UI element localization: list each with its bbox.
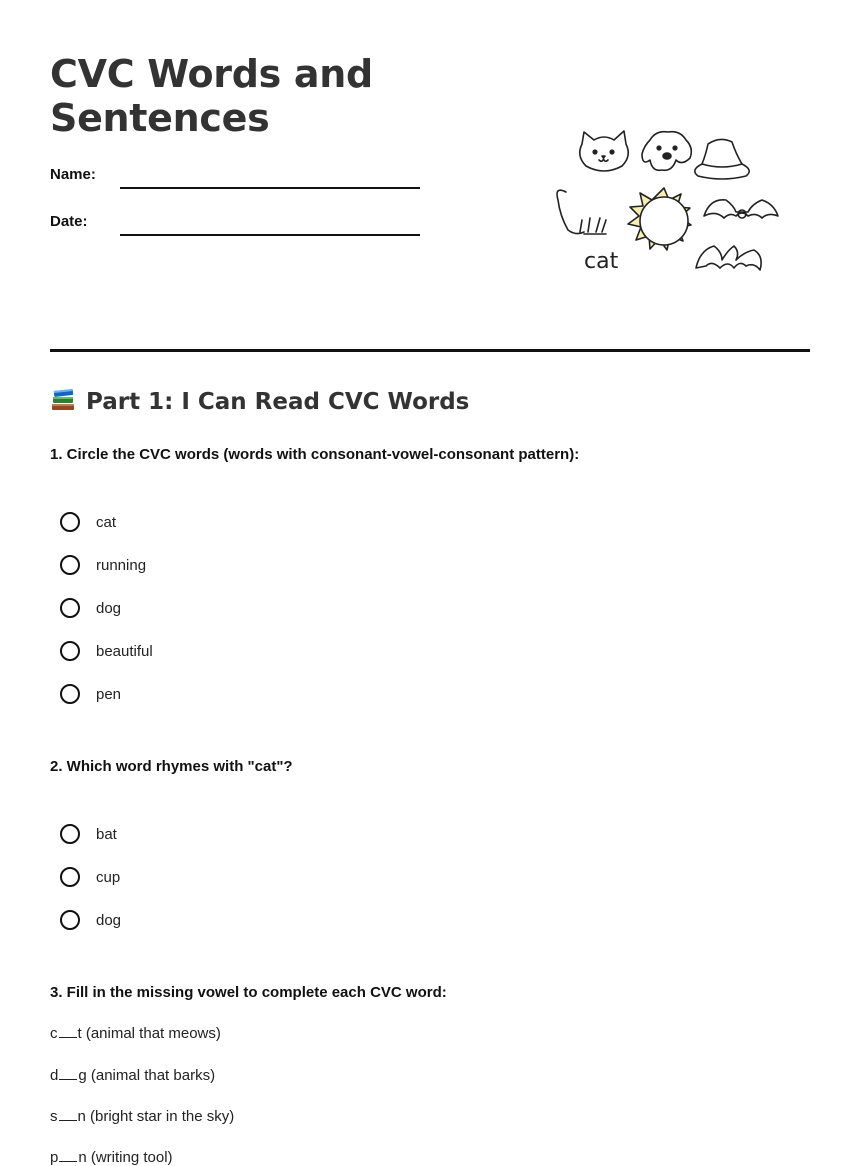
word-start: d: [50, 1067, 59, 1084]
word-start: p: [50, 1149, 59, 1166]
name-field[interactable]: [120, 187, 420, 189]
header-illustration: [550, 120, 790, 280]
radio-circle[interactable]: [60, 684, 80, 704]
option-label: pen: [96, 685, 122, 703]
question-2: 2. Which word rhymes with "cat"?: [50, 758, 293, 775]
fill-item: [50, 1067, 215, 1084]
word-start: c: [50, 1025, 58, 1042]
cat-caption: cat: [584, 249, 619, 274]
radio-circle[interactable]: [60, 867, 80, 887]
cat-face-icon: [580, 131, 629, 171]
option-label: dog: [96, 911, 122, 929]
fill-item: [50, 1108, 234, 1125]
q1-option-dog[interactable]: [60, 596, 121, 620]
q2-option-cup[interactable]: [60, 865, 120, 889]
q1-option-cat[interactable]: [60, 510, 116, 534]
option-label: dog: [96, 599, 122, 617]
hat-icon: [695, 139, 749, 179]
bat-icon: [704, 200, 778, 218]
q2-option-dog[interactable]: [60, 908, 121, 932]
fill-item: [50, 1149, 173, 1166]
vowel-blank[interactable]: [59, 1067, 77, 1080]
q1-option-running[interactable]: [60, 553, 146, 577]
option-label: bat: [96, 825, 117, 843]
bat-icon: [696, 246, 761, 270]
radio-circle[interactable]: [60, 910, 80, 930]
radio-circle[interactable]: [60, 824, 80, 844]
date-field[interactable]: [120, 234, 420, 236]
vowel-blank[interactable]: [59, 1149, 77, 1162]
q1-option-pen[interactable]: [60, 682, 121, 706]
fill-item: [50, 1025, 221, 1042]
word-end: n (writing tool): [78, 1149, 173, 1166]
part1-heading: [50, 386, 469, 418]
date-label: Date:: [50, 213, 88, 230]
dog-face-icon: [642, 132, 691, 171]
word-end: n (bright star in the sky): [77, 1108, 235, 1125]
word-end: t (animal that meows): [77, 1025, 221, 1042]
radio-circle[interactable]: [60, 641, 80, 661]
q2-option-bat[interactable]: [60, 822, 117, 846]
option-label: beautiful: [96, 642, 153, 660]
option-label: running: [96, 556, 147, 574]
option-label: cup: [96, 868, 121, 886]
q1-option-beautiful[interactable]: [60, 639, 153, 663]
option-label: cat: [96, 513, 117, 531]
vowel-blank[interactable]: [59, 1025, 77, 1038]
word-end: g (animal that barks): [78, 1067, 216, 1084]
question-1: 1. Circle the CVC words (words with consonant-vowel-consonant pattern):: [50, 446, 580, 463]
worksheet-title: CVC Words and Sentences: [50, 52, 373, 140]
word-start: s: [50, 1108, 58, 1125]
radio-circle[interactable]: [60, 598, 80, 618]
radio-circle[interactable]: [60, 512, 80, 532]
name-label: Name:: [50, 166, 96, 183]
books-icon: [50, 386, 76, 418]
cat-body-icon: [557, 190, 606, 234]
question-3: 3. Fill in the missing vowel to complete each CVC word:: [50, 984, 447, 1001]
sun-icon: [628, 188, 691, 250]
vowel-blank[interactable]: [59, 1108, 77, 1121]
section-divider: [50, 349, 810, 352]
radio-circle[interactable]: [60, 555, 80, 575]
part1-heading-text: Part 1: I Can Read CVC Words: [86, 389, 470, 415]
